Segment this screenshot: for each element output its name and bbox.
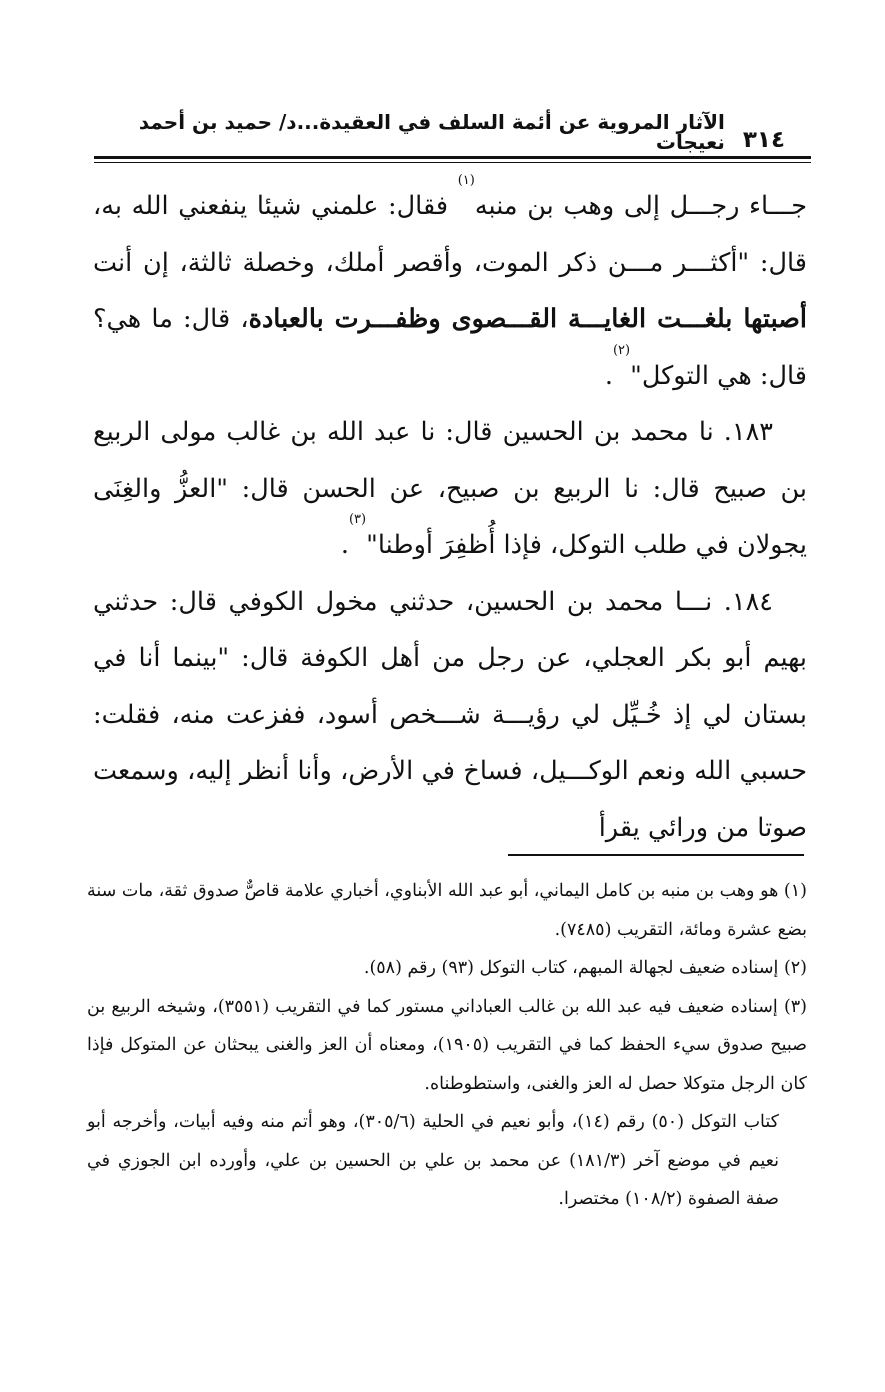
footnote-2 — [87, 949, 807, 988]
footnote-ref-2: (٢) — [612, 342, 631, 358]
paragraph-1-text-d: . — [604, 360, 613, 391]
footnote-3-label: (٣) — [783, 996, 807, 1017]
footnote-1-label: (١) — [783, 881, 807, 901]
paragraph-1-text-a: جـــاء رجـــل إلى وهب بن منبه — [474, 191, 807, 221]
paragraph-1-text-c: ، قال: ما هي؟ قال: هي التوكل" — [93, 304, 807, 391]
footnote-ref-1: (١) — [457, 173, 475, 188]
paragraph-183 — [93, 404, 807, 574]
footnote-3-text: إسناده ضعيف فيه عبد الله بن غالب العباداني مستور كما في التقريب (٣٥٥١)، وشيخه الربيع بن صبيح صدوق سيء الحفظ كما في التقريب (١٩٠٥)، ومعناه أن العز والغنى يبحثان عن المتوكل فإذا كان الرجل متوكلا حصل له العز والغنى، واستطوطناه. — [87, 996, 807, 1094]
running-title: الآثار المروية عن أئمة السلف في العقيدة...د/ حميد بن أحمد نعيجات — [138, 110, 725, 154]
paragraph-183-text-b: . — [340, 530, 349, 560]
footnote-1-text: هو وهب بن منبه بن كامل اليماني، أبو عبد الله الأبناوي، أخباري علامة قاصٌّ صدوق ثقة، مات سنة بضع عشرة ومائة، التقريب (٧٤٨٥). — [87, 881, 807, 940]
footnote-1 — [87, 872, 807, 949]
paragraph-183-text-a: ١٨٣. نا محمد بن الحسين قال: نا عبد الله بن غالب مولى الربيع بن صبيح قال: نا الربيع بن صبيح، عن الحسن قال: "العزُّ والغِنَى يجولان في طلب التوكل، فإذا أُظفِرَ أوطنا" — [93, 417, 807, 560]
paragraph-184: ١٨٤. نـــا محمد بن الحسين، حدثني مخول الكوفي قال: حدثني بهيم أبو بكر العجلي، عن رجل من أهل الكوفة قال: "بينما أنا في بستان لي إذ خُـيِّل لي رؤيـــة شـــخص أسود، ففزعت منه، فقلت: حسبي الله ونعم الوكـــيل، فساخ في الأرض، وأنا أنظر إليه، وسمعت صوتا من ورائي يقرأ — [93, 586, 807, 843]
footnote-ref-3: (٣) — [348, 512, 367, 527]
main-text — [93, 173, 808, 856]
footnote-2-label: (٢) — [783, 958, 807, 978]
paragraph-1-text-b: فقال: علمني شيئا ينفعني الله به، قال: "أكثـــر مـــن ذكر الموت، وأقصر أملك، وخصلة ثالثة، إن أنت — [93, 191, 807, 278]
paragraph-1-bold: أصبتها بلغـــت الغايـــة القـــصوى وظفـــرت بالعبادة — [248, 304, 808, 334]
footnotes — [87, 872, 807, 1219]
header-rule-thick — [94, 156, 811, 159]
footnote-3 — [87, 988, 807, 1104]
page-number: ٣١٤ — [742, 127, 785, 153]
footnote-2-text: إسناده ضعيف لجهالة المبهم، كتاب التوكل (٩٣) رقم (٥٨). — [363, 958, 779, 978]
footnote-3-continuation: كتاب التوكل (٥٠) رقم (١٤)، وأبو نعيم في الحلية (٣٠٥/٦)، وهو أتم منه وفيه أبيات، وأخرجه أبو نعيم في موضع آخر (١٨١/٣) عن محمد بن علي بن الحسين بن علي، وأورده ابن الجوزي في صفة الصفوة (١٠٨/٢) مختصرا. — [87, 1112, 779, 1209]
paragraph-1 — [93, 173, 808, 404]
page-header — [80, 112, 785, 152]
footnote-separator — [508, 854, 804, 856]
header-rule-thin — [94, 162, 811, 163]
